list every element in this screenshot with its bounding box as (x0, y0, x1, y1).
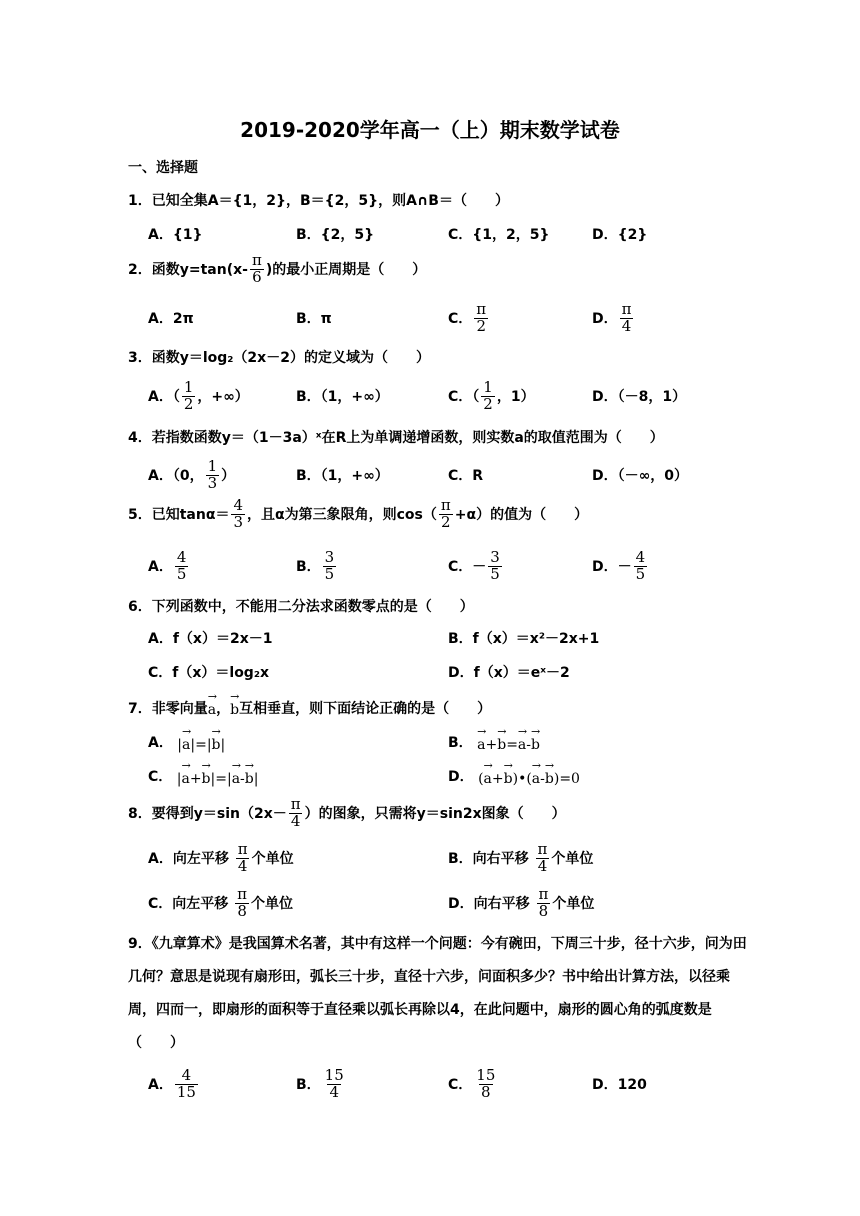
question-8: 8．要得到y＝sin（2x－ $\frac{\pi}{4}$ ）的图象，只需将y＝sin2x图象（ ） (128, 795, 566, 830)
section-heading: 一、选择题 (128, 160, 198, 176)
option-c: C．向左平移 $\frac{\pi}{8}$ 个单位 (148, 884, 294, 920)
option-c: C．R (448, 468, 484, 484)
option-b: B． → a+→ b=→ a-→ b (448, 720, 540, 764)
q2-post: )的最小正周期是（ ） (265, 262, 427, 279)
option-c: C． $\frac{\pi}{2}$ (448, 299, 487, 335)
option-b: B．向右平移 $\frac{\pi}{4}$ 个单位 (448, 839, 594, 875)
option-b: B．{2，5} (296, 227, 375, 243)
q2-pre: 2．函数y=tan(x- (128, 262, 248, 279)
option-a: A．2π (148, 311, 194, 327)
option-d: D．f（x）＝eˣ－2 (448, 665, 570, 681)
fraction: $\frac{\pi}{6}$ (251, 251, 262, 286)
option-a: A．向左平移 $\frac{\pi}{4}$ 个单位 (148, 839, 294, 875)
option-c: C．{1，2，5} (448, 227, 550, 243)
option-c: C．f（x）＝log₂x (148, 665, 269, 681)
question-6: 6．下列函数中，不能用二分法求函数零点的是（ ） (128, 599, 474, 615)
question-5-options (148, 544, 748, 588)
option-d: D．{2} (592, 227, 648, 243)
option-a: A． $\frac{4}{15}$ (148, 1065, 196, 1101)
question-3: 3．函数y＝log₂（2x－2）的定义域为（ ） (128, 350, 430, 366)
question-9-options (148, 1062, 748, 1106)
question-8-options-1 (148, 836, 748, 880)
question-6-options-2 (148, 650, 748, 694)
option-d: D．120 (592, 1077, 647, 1093)
question-2 (128, 253, 426, 286)
question-1-options (148, 212, 748, 256)
option-d: D．（－∞，0） (592, 468, 689, 484)
option-b: B．（1，+∞） (296, 468, 389, 484)
option-c: C． $\frac{15}{8}$ (448, 1065, 496, 1101)
question-4: 4．若指数函数y＝（1－3a）ˣ在R上为单调递增函数，则实数a的取值范围为（ ） (128, 430, 664, 446)
option-c: C．－ $\frac{3}{5}$ (448, 547, 500, 583)
question-3-options (148, 374, 748, 418)
option-d: D． (→ a+→ b)•(→ a-→ b)=0 (448, 754, 580, 798)
option-b: B．π (296, 311, 332, 327)
question-5: 5．已知tanα＝ $\frac{4}{3}$ ，且α为第三象限角，则cos（ $\frac{\pi}{2}$ +α）的值为（ ） (128, 496, 589, 531)
option-b: B．（1，+∞） (296, 389, 389, 405)
option-a: A． |→ a|=|→ b| (148, 720, 225, 764)
option-c: C． |→ a+→ b|=|→ a-→ b| (148, 754, 258, 798)
question-7: 7．非零向量 → a ， → b 互相垂直，则下面结论正确的是（ ） (128, 696, 491, 718)
option-d: D． $\frac{\pi}{4}$ (592, 299, 632, 335)
question-2-options (148, 296, 748, 340)
question-8-options-2 (148, 881, 748, 925)
option-b: B． $\frac{3}{5}$ (296, 547, 335, 583)
option-a: A．f（x）＝2x－1 (148, 631, 273, 647)
option-a: A．{1} (148, 227, 203, 243)
option-d: D．（－8，1） (592, 389, 687, 405)
option-d: D．向右平移 $\frac{\pi}{8}$ 个单位 (448, 884, 595, 920)
option-c: C．（ $\frac{1}{2}$ ，1） (448, 377, 535, 413)
option-a: A． $\frac{4}{5}$ (148, 547, 187, 583)
option-a: A．（0， $\frac{1}{3}$ ） (148, 456, 236, 492)
question-1: 1．已知全集A＝{1，2}，B＝{2，5}，则A∩B＝（ ） (128, 193, 509, 209)
option-b: B．f（x）＝x²－2x+1 (448, 631, 600, 647)
option-b: B． $\frac{15}{4}$ (296, 1065, 344, 1101)
question-4-options (148, 453, 748, 497)
question-7-options-2 (148, 754, 748, 798)
option-d: D．－ $\frac{4}{5}$ (592, 547, 646, 583)
option-a: A．（ $\frac{1}{2}$ ，+∞） (148, 377, 249, 413)
question-9: 9．《九章算术》是我国算术名著，其中有这样一个问题：今有碗田，下周三十步，径十六步，问为田几何？意思是说现有扇形田，弧长三十步，直径十六步，问面积多少？书中给出计算方法，以径乘周，四而一，即扇形的面积等于直径乘以弧长再除以4，在此问题中，扇形的圆心角的弧度数是（ ） (128, 936, 747, 1051)
page-title: 2019-2020学年高一（上）期末数学试卷 (240, 118, 620, 142)
